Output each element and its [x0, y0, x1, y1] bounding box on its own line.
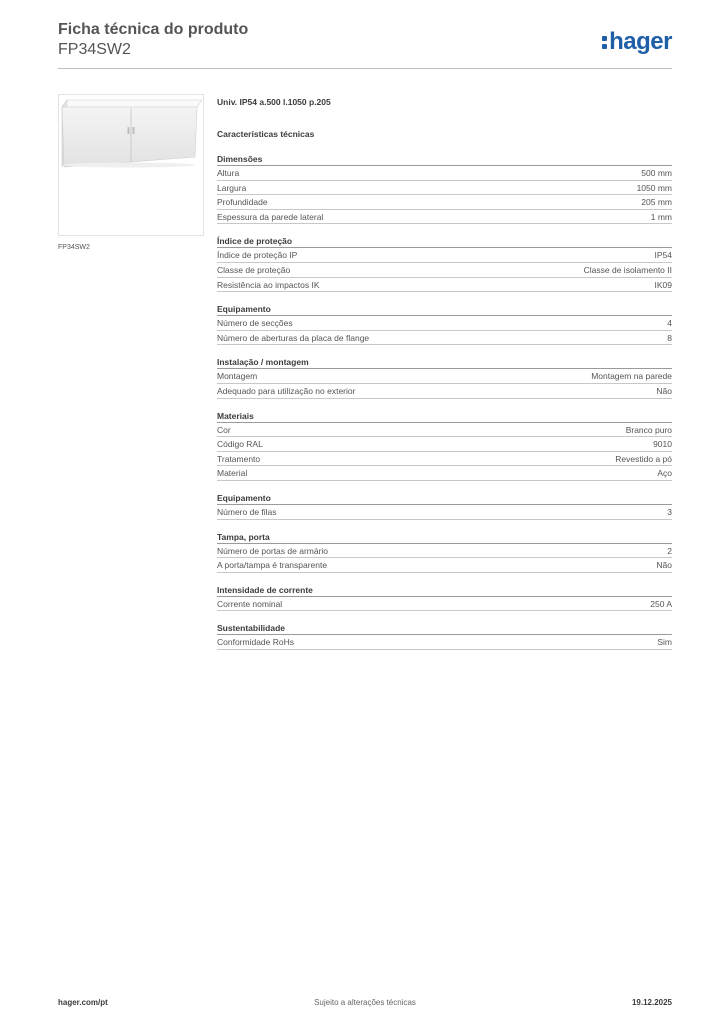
spec-row: [217, 437, 672, 452]
spec-value: Montagem na parede: [591, 371, 672, 382]
spec-value: 205 mm: [641, 197, 672, 208]
spec-group-equipment-rows: [217, 491, 672, 520]
page-header: [58, 20, 672, 68]
logo-text: hager: [609, 28, 672, 55]
spec-label: Corrente nominal: [217, 598, 283, 609]
spec-value: 1 mm: [650, 211, 672, 222]
spec-group-sustainability: [217, 621, 672, 650]
spec-row: [217, 248, 672, 263]
spec-group-title: Índice de proteção: [217, 234, 672, 248]
technical-changes-notice: Sujeito a alterações técnicas: [314, 998, 416, 1007]
spec-value: Aço: [657, 468, 672, 479]
spec-group-materials: [217, 409, 672, 481]
document-date: 19.12.2025: [631, 998, 672, 1007]
logo-dots-icon: [602, 36, 607, 49]
spec-row: [217, 505, 672, 520]
spec-group-title: Tampa, porta: [217, 530, 672, 544]
spec-value: 1050 mm: [636, 182, 672, 193]
spec-label: Índice de proteção IP: [217, 250, 298, 261]
spec-row: [217, 544, 672, 559]
spec-row: [217, 597, 672, 612]
spec-group-door: [217, 530, 672, 573]
spec-label: Largura: [217, 182, 247, 193]
spec-row: [217, 195, 672, 210]
page-title: Ficha técnica do produto: [58, 21, 249, 38]
spec-row: [217, 635, 672, 650]
spec-label: Material: [217, 468, 248, 479]
spec-value: IP54: [654, 250, 672, 261]
spec-label: Número de secções: [217, 318, 293, 329]
spec-value: Revestido a pó: [615, 453, 672, 464]
spec-label: Número de aberturas da placa de flange: [217, 332, 370, 343]
spec-group-title: Dimensões: [217, 152, 672, 166]
spec-row: [217, 331, 672, 346]
spec-value: Não: [656, 560, 672, 571]
spec-group-title: Materiais: [217, 409, 672, 423]
spec-value: 9010: [653, 439, 672, 450]
spec-value: 4: [667, 318, 672, 329]
spec-value: Branco puro: [625, 424, 672, 435]
spec-value: 2: [667, 545, 672, 556]
spec-label: A porta/tampa é transparente: [217, 560, 328, 571]
product-reference: FP34SW2: [58, 41, 131, 58]
spec-row: [217, 466, 672, 481]
spec-label: Número de portas de armário: [217, 545, 329, 556]
spec-label: Código RAL: [217, 439, 263, 450]
spec-group-title: Equipamento: [217, 491, 672, 505]
spec-group-protection: [217, 234, 672, 292]
spec-label: Montagem: [217, 371, 258, 382]
spec-group-title: Sustentabilidade: [217, 621, 672, 635]
spec-value: 3: [667, 506, 672, 517]
spec-value: 8: [667, 332, 672, 343]
spec-group-title: Instalação / montagem: [217, 355, 672, 369]
spec-value: IK09: [654, 279, 672, 290]
spec-group-title: Equipamento: [217, 302, 672, 316]
spec-row: [217, 384, 672, 399]
spec-label: Altura: [217, 168, 240, 178]
spec-label: Adequado para utilização no exterior: [217, 385, 356, 396]
spec-row: [217, 558, 672, 573]
spec-label: Tratamento: [217, 453, 261, 464]
spec-row: [217, 181, 672, 196]
spec-label: Profundidade: [217, 197, 268, 208]
spec-value: Sim: [657, 637, 672, 648]
spec-label: Resistência ao impactos IK: [217, 279, 320, 290]
spec-row: [217, 423, 672, 438]
hager-logo: [602, 28, 672, 56]
spec-group-title: Intensidade de corrente: [217, 583, 672, 597]
spec-value: Não: [656, 385, 672, 396]
spec-row: [217, 369, 672, 384]
spec-row: [217, 452, 672, 467]
spec-label: Número de filas: [217, 506, 277, 517]
spec-group-current: [217, 583, 672, 612]
spec-row: [217, 263, 672, 278]
product-image: [58, 94, 204, 236]
product-name: Univ. IP54 a.500 l.1050 p.205: [217, 97, 331, 107]
spec-label: Cor: [217, 424, 231, 435]
cabinet-illustration-icon: [59, 95, 203, 235]
spec-label: Conformidade RoHs: [217, 637, 295, 648]
spec-value: 250 A: [650, 598, 672, 609]
spec-sheet: [217, 96, 672, 650]
spec-group-installation: [217, 355, 672, 398]
website-link[interactable]: hager.com/pt: [58, 998, 108, 1007]
spec-group-equipment: [217, 302, 672, 345]
spec-row: [217, 210, 672, 225]
spec-row: [217, 278, 672, 293]
page-footer: [58, 998, 672, 1010]
header-divider: [58, 68, 672, 69]
product-image-caption: FP34SW2: [58, 244, 90, 251]
spec-row: [217, 316, 672, 331]
spec-value: 500 mm: [641, 168, 672, 178]
spec-value: Classe de isolamento II: [583, 264, 672, 275]
technical-characteristics-heading: Características técnicas: [217, 129, 315, 139]
spec-row: [217, 166, 672, 181]
spec-label: Classe de proteção: [217, 264, 291, 275]
spec-label: Espessura da parede lateral: [217, 211, 324, 222]
spec-group-dimensions: [217, 152, 672, 224]
